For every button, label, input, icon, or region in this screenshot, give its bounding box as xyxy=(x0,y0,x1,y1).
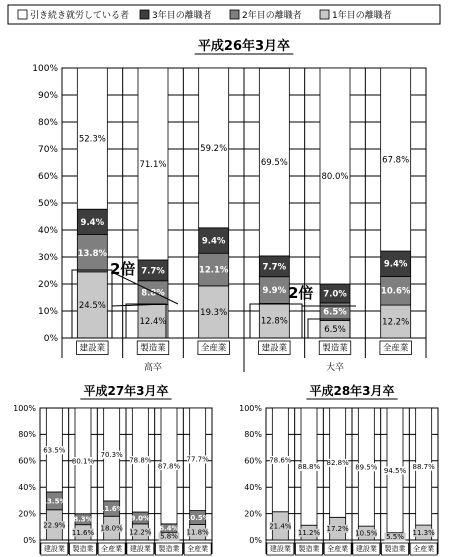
data-label: 19.3% xyxy=(200,307,228,318)
data-label: 17.2% xyxy=(326,525,349,534)
data-label: 12.2% xyxy=(382,317,410,328)
data-label: 12.1% xyxy=(198,265,229,276)
data-label: 71.1% xyxy=(139,159,167,170)
y-tick-label: 90% xyxy=(37,91,58,102)
chart-title: 平成27年3月卒 xyxy=(83,384,169,398)
y-tick-label: 80% xyxy=(18,430,36,440)
ratio-label-right: 2倍 xyxy=(288,284,314,302)
data-label: 9.4% xyxy=(201,236,226,247)
legend-label-continuing: 引き続き就労している者 xyxy=(30,11,130,21)
x-tick-label: 建設業 xyxy=(43,545,65,553)
x-tick-label: 製造業 xyxy=(298,545,320,553)
data-label: 5.8% xyxy=(160,532,178,541)
x-tick-label: 製造業 xyxy=(384,545,406,553)
data-label: 80.0% xyxy=(321,171,349,182)
data-label: 9.4% xyxy=(383,259,408,270)
data-label: 12.8% xyxy=(260,316,288,327)
x-tick-label: 製造業 xyxy=(322,343,348,354)
x-tick-label: 建設業 xyxy=(261,343,288,354)
y-tick-label: 60% xyxy=(37,172,58,183)
x-tick-label: 建設業 xyxy=(129,545,151,553)
data-label: 10.6% xyxy=(380,286,411,297)
data-label: 12.2% xyxy=(129,528,152,537)
data-label: 9.0% xyxy=(130,514,151,523)
y-tick-label: 50% xyxy=(37,199,58,210)
legend-swatch-year2 xyxy=(230,10,239,19)
x-tick-label: 建設業 xyxy=(355,545,377,553)
data-label: 12.4% xyxy=(139,317,167,328)
x-tick-label: 全産業 xyxy=(382,343,409,354)
y-tick-label: 100% xyxy=(32,64,58,75)
data-label: 11.6% xyxy=(99,505,124,514)
data-label: 18.0% xyxy=(100,524,123,533)
y-tick-label: 80% xyxy=(37,118,58,129)
x-tick-label: 全産業 xyxy=(101,545,123,553)
x-tick-label: 建設業 xyxy=(269,545,291,553)
group-label: 大卒 xyxy=(325,363,345,373)
y-tick-label: 20% xyxy=(18,509,36,519)
chart-h27 xyxy=(13,383,212,555)
data-label: 94.5% xyxy=(383,466,407,475)
x-tick-label: 全産業 xyxy=(413,545,435,553)
x-tick-label: 製造業 xyxy=(140,343,166,354)
data-label: 52.3% xyxy=(78,134,106,145)
x-tick-label: 製造業 xyxy=(158,545,180,553)
data-label: 7.7% xyxy=(262,262,287,273)
data-label: 89.5% xyxy=(355,463,378,472)
y-tick-label: 0% xyxy=(23,535,36,545)
data-label: 22.9% xyxy=(43,521,66,530)
data-label: 11.8% xyxy=(186,528,209,537)
data-label: 7.0% xyxy=(323,289,347,300)
legend-swatch-continuing xyxy=(18,10,27,19)
legend-label-year1: 1年目の離職者 xyxy=(332,11,392,21)
data-label: 13.5% xyxy=(42,497,67,506)
chart-h28 xyxy=(239,383,438,555)
data-label: 87.8% xyxy=(157,462,181,471)
x-tick-label: 製造業 xyxy=(72,545,94,553)
data-label: 8.3% xyxy=(73,515,93,524)
y-tick-label: 80% xyxy=(244,430,262,440)
data-label: 63.5% xyxy=(43,446,66,455)
chart-title: 平成28年3月卒 xyxy=(309,384,395,398)
data-label: 78.6% xyxy=(269,456,292,465)
y-tick-label: 60% xyxy=(244,456,262,466)
x-tick-label: 全産業 xyxy=(187,545,209,553)
y-tick-label: 10% xyxy=(37,307,58,318)
y-tick-label: 40% xyxy=(37,226,58,237)
data-label: 24.5% xyxy=(78,300,106,311)
legend-label-year2: 2年目の離職者 xyxy=(242,11,302,21)
ratio-label-left: 2倍 xyxy=(110,260,136,278)
data-label: 5.5% xyxy=(386,532,404,541)
data-label: 88.8% xyxy=(297,463,321,472)
data-label: 88.7% xyxy=(412,462,435,471)
legend-swatch-year1 xyxy=(320,10,329,19)
data-label: 9.4% xyxy=(80,217,105,228)
data-label: 11.6% xyxy=(71,528,95,537)
data-label: 67.8% xyxy=(382,155,410,166)
y-tick-label: 20% xyxy=(37,280,58,291)
data-label: 8.8% xyxy=(141,288,165,299)
data-label: 70.3% xyxy=(100,450,123,459)
y-tick-label: 100% xyxy=(239,403,262,413)
data-label: 80.1% xyxy=(71,457,95,466)
data-label: 77.7% xyxy=(186,455,209,464)
data-label: 11.2% xyxy=(297,529,321,538)
chart-h26 xyxy=(32,38,426,373)
legend xyxy=(8,5,440,24)
data-label: 7.7% xyxy=(141,266,165,277)
data-label: 6.4% xyxy=(159,524,179,533)
data-label: 10.5% xyxy=(185,513,210,522)
y-tick-label: 20% xyxy=(244,509,262,519)
group-label: 高卒 xyxy=(143,363,163,373)
y-tick-label: 60% xyxy=(18,456,36,466)
y-tick-label: 30% xyxy=(37,253,58,264)
y-tick-label: 40% xyxy=(18,483,36,492)
y-tick-label: 40% xyxy=(244,483,262,492)
y-tick-label: 100% xyxy=(13,403,36,413)
x-tick-label: 全産業 xyxy=(327,545,349,553)
y-tick-label: 70% xyxy=(37,145,58,156)
data-label: 78.8% xyxy=(129,456,152,465)
data-label: 82.8% xyxy=(326,459,349,468)
x-tick-label: 全産業 xyxy=(200,343,227,354)
legend-swatch-year3 xyxy=(140,10,149,19)
data-label: 69.5% xyxy=(260,158,288,169)
data-label: 21.4% xyxy=(269,522,292,531)
data-label: 13.8% xyxy=(77,249,108,260)
data-label: 6.5% xyxy=(323,307,347,318)
data-label: 11.3% xyxy=(412,528,435,537)
data-label: 6.5% xyxy=(324,325,346,336)
y-tick-label: 0% xyxy=(43,334,58,345)
data-label: 10.5% xyxy=(355,529,378,538)
chart-title: 平成26年3月卒 xyxy=(197,39,291,54)
x-tick-label: 建設業 xyxy=(79,343,106,354)
y-tick-label: 0% xyxy=(249,535,262,545)
data-label: 9.9% xyxy=(262,286,287,297)
legend-label-year3: 3年目の離職者 xyxy=(152,11,212,21)
data-label: 59.2% xyxy=(200,143,228,154)
